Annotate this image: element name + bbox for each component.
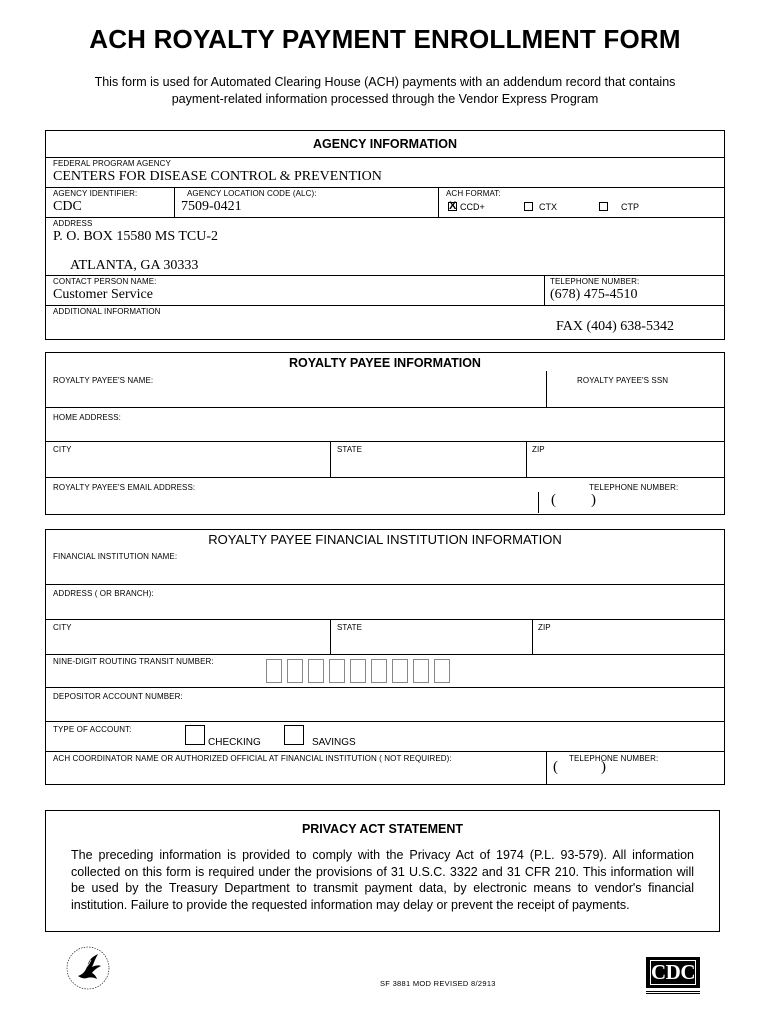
federal-program-agency-row[interactable] (46, 157, 724, 187)
financial-header (46, 530, 724, 548)
payee-state-cell[interactable] (330, 442, 526, 477)
ctx-label: CTX (539, 202, 557, 212)
payee-ssn-label: ROYALTY PAYEE'S SSN (577, 376, 669, 385)
savings-checkbox[interactable] (284, 725, 304, 745)
account-type-label: TYPE OF ACCOUNT: (53, 725, 132, 734)
payee-home-address-row[interactable] (46, 407, 724, 441)
agency-id-row (46, 187, 724, 217)
agency-identifier-label: AGENCY IDENTIFIER: (53, 189, 138, 198)
payee-ssn-cell[interactable] (546, 371, 724, 407)
coordinator-row (46, 751, 724, 784)
checking-checkbox[interactable] (185, 725, 205, 745)
routing-digit-box[interactable] (434, 659, 450, 683)
form-intro (60, 74, 710, 108)
routing-digit-box[interactable] (266, 659, 282, 683)
payee-name-row (46, 371, 724, 407)
fi-city-label: CITY (53, 623, 72, 632)
privacy-title: PRIVACY ACT STATEMENT (301, 822, 464, 836)
payee-name-label: ROYALTY PAYEE'S NAME: (53, 376, 154, 385)
ccd-plus-label: CCD+ (460, 202, 485, 212)
savings-label: SAVINGS (312, 737, 356, 748)
fi-state-label: STATE (337, 623, 363, 632)
hhs-eagle-seal-icon (64, 944, 112, 992)
agency-header-text: AGENCY INFORMATION (313, 137, 457, 151)
contact-row (46, 275, 724, 305)
payee-email-row (46, 477, 724, 513)
payee-email-label: ROYALTY PAYEE'S EMAIL ADDRESS: (53, 483, 196, 492)
payee-city-row (46, 441, 724, 477)
payee-zip-cell[interactable] (526, 442, 724, 477)
fi-telephone-label: TELEPHONE NUMBER: (569, 754, 659, 763)
fi-name-label: FINANCIAL INSTITUTION NAME: (53, 552, 178, 561)
address-line-1[interactable]: P. O. BOX 15580 MS TCU-2 (53, 229, 219, 244)
financial-header-text: ROYALTY PAYEE FINANCIAL INSTITUTION INFORMATION (208, 532, 562, 547)
account-number-row[interactable] (46, 687, 724, 721)
fi-address-label: ADDRESS ( OR BRANCH): (53, 589, 154, 598)
alc-cell[interactable] (174, 188, 438, 217)
coordinator-cell[interactable] (46, 752, 546, 784)
agency-identifier-value[interactable]: CDC (53, 199, 82, 214)
routing-digit-box[interactable] (413, 659, 429, 683)
routing-digit-boxes (266, 655, 466, 687)
alc-value[interactable]: 7509-0421 (181, 199, 242, 214)
payee-zip-label: ZIP (532, 445, 545, 454)
intro-line-1: This form is used for Automated Clearing House (ACH) payments with an addendum record that contains (94, 75, 676, 89)
address-label: ADDRESS (53, 219, 93, 228)
agency-header (46, 131, 724, 157)
payee-email-cell[interactable] (46, 478, 538, 513)
financial-institution-section (45, 529, 725, 785)
payee-telephone-paren-close: ) (591, 492, 596, 508)
cdc-logo-icon (646, 957, 700, 995)
payee-header-text: ROYALTY PAYEE INFORMATION (289, 356, 481, 370)
federal-program-agency-value[interactable]: CENTERS FOR DISEASE CONTROL & PREVENTION (53, 169, 382, 184)
privacy-text: The preceding information is provided to comply with the Privacy Act of 1974 (P.L. 93-579). All information collected on this form is required under the provisions of 31 U.S.C. 3322 and 31 CFR 210. This information will be used by the Treasury Department to transmit payment data, by electronic means to vendor's financial institution. Failure to provide the requested information may delay or prevent the receipt of payments. (71, 848, 694, 912)
routing-digit-box[interactable] (392, 659, 408, 683)
ach-format-label: ACH FORMAT: (446, 189, 501, 198)
fi-telephone-cell[interactable] (546, 752, 724, 784)
payee-telephone-paren-open: ( (551, 492, 556, 508)
routing-digit-box[interactable] (308, 659, 324, 683)
fi-telephone-paren-open: ( (553, 759, 558, 775)
fax-value[interactable]: FAX (404) 638-5342 (556, 319, 674, 334)
routing-digit-box[interactable] (329, 659, 345, 683)
agency-telephone-value[interactable]: (678) 475-4510 (550, 287, 638, 302)
ctp-checkbox[interactable] (599, 202, 608, 211)
payee-header (46, 353, 724, 371)
account-number-label: DEPOSITOR ACCOUNT NUMBER: (53, 692, 183, 701)
payee-city-label: CITY (53, 445, 72, 454)
routing-label: NINE-DIGIT ROUTING TRANSIT NUMBER: (53, 657, 214, 666)
agency-identifier-cell[interactable] (46, 188, 174, 217)
routing-row (46, 654, 724, 687)
routing-digit-box[interactable] (350, 659, 366, 683)
payee-home-address-label: HOME ADDRESS: (53, 413, 121, 422)
payee-information-section (45, 352, 725, 515)
fi-address-row[interactable] (46, 584, 724, 619)
privacy-act-statement (45, 810, 720, 932)
additional-info-label: ADDITIONAL INFORMATION (53, 307, 161, 316)
agency-telephone-cell[interactable] (544, 276, 724, 305)
contact-cell[interactable] (46, 276, 544, 305)
fi-zip-cell[interactable] (532, 620, 724, 654)
alc-label: AGENCY LOCATION CODE (ALC): (187, 189, 317, 198)
intro-line-2: payment-related information processed through the Vendor Express Program (171, 92, 599, 106)
coordinator-label: ACH COORDINATOR NAME OR AUTHORIZED OFFICIAL AT FINANCIAL INSTITUTION ( NOT REQUIRED): (53, 754, 452, 763)
account-type-row (46, 721, 724, 751)
fi-city-cell[interactable] (46, 620, 330, 654)
contact-label: CONTACT PERSON NAME: (53, 277, 157, 286)
federal-program-agency-label: FEDERAL PROGRAM AGENCY (53, 159, 171, 168)
form-id-footer: SF 3881 MOD REVISED 8/2913 (380, 979, 496, 988)
ccd-plus-checkbox[interactable] (448, 202, 457, 211)
address-line-2[interactable]: ATLANTA, GA 30333 (70, 258, 199, 273)
payee-state-label: STATE (337, 445, 363, 454)
payee-city-cell[interactable] (46, 442, 330, 477)
agency-information-section (45, 130, 725, 340)
contact-value[interactable]: Customer Service (53, 287, 153, 302)
fi-state-cell[interactable] (330, 620, 532, 654)
ctx-checkbox[interactable] (524, 202, 533, 211)
fi-zip-label: ZIP (538, 623, 551, 632)
ach-format-cell (438, 188, 724, 217)
fi-telephone-paren-close: ) (601, 759, 606, 775)
fi-city-row (46, 619, 724, 654)
payee-name-cell[interactable] (46, 371, 546, 407)
additional-info-row[interactable] (46, 305, 724, 339)
ctp-label: CTP (621, 202, 639, 212)
form-title: ACH ROYALTY PAYMENT ENROLLMENT FORM (89, 24, 681, 54)
cdc-logo-text: CDC (651, 960, 695, 984)
address-row[interactable] (46, 217, 724, 275)
routing-digit-box[interactable] (287, 659, 303, 683)
payee-telephone-label: TELEPHONE NUMBER: (589, 483, 679, 492)
fi-name-row[interactable] (46, 548, 724, 584)
payee-telephone-cell[interactable] (538, 492, 724, 513)
routing-digit-box[interactable] (371, 659, 387, 683)
checking-label: CHECKING (208, 737, 261, 748)
agency-telephone-label: TELEPHONE NUMBER: (550, 277, 640, 286)
